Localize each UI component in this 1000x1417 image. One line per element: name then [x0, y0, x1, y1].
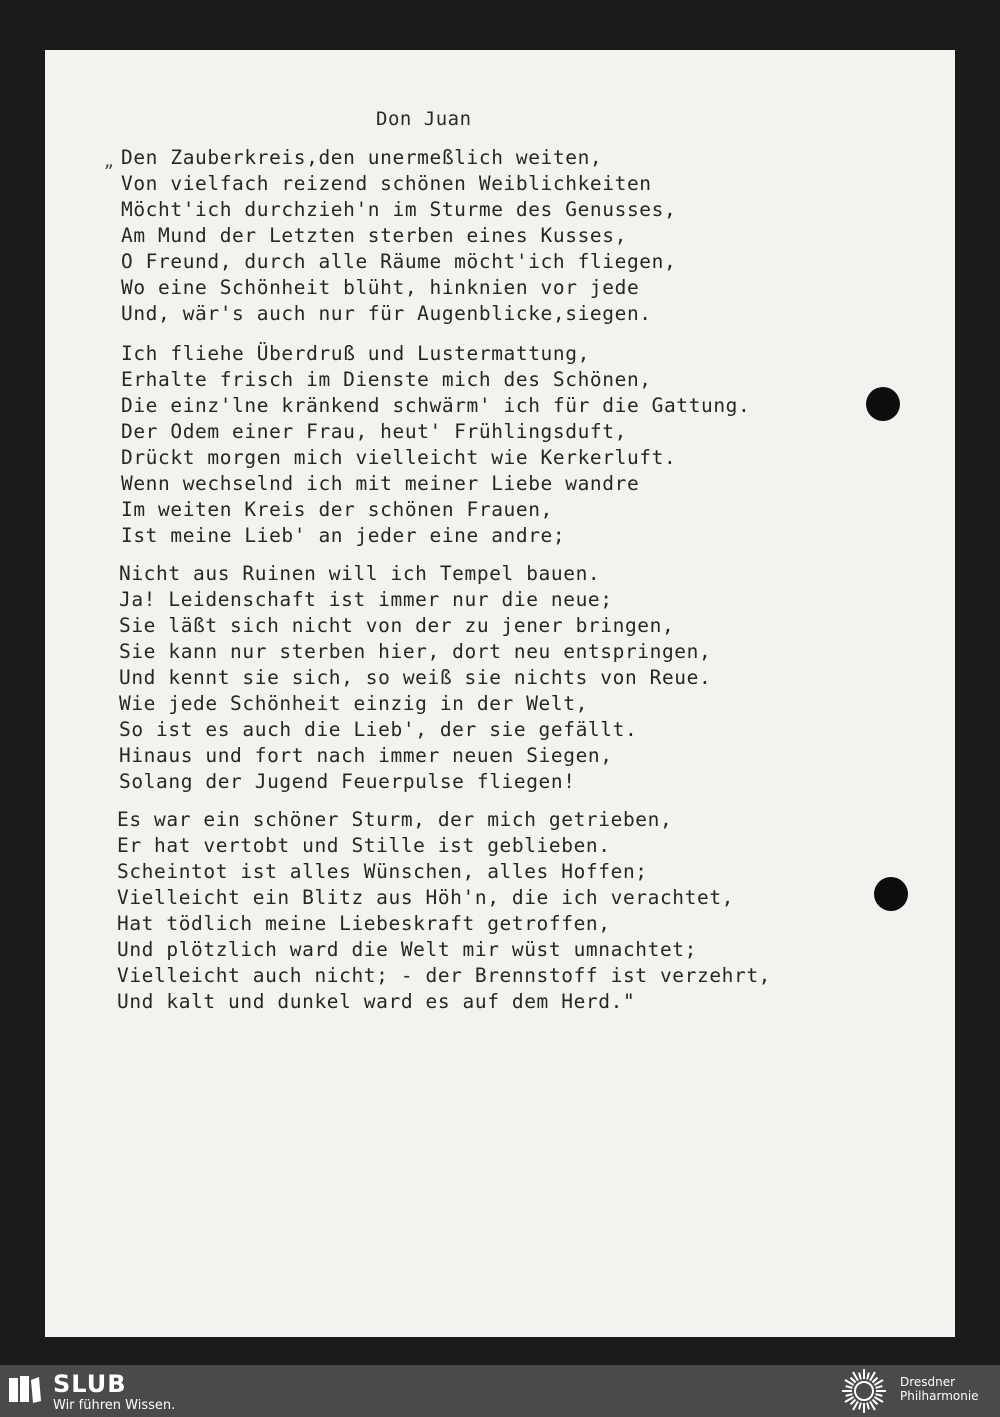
poem-line: Vielleicht auch nicht; - der Brennstoff ist verzehrt, — [117, 964, 772, 987]
poem-line: Und kennt sie sich, so weiß sie nichts von Reue. — [119, 666, 712, 689]
poem-line: Im weiten Kreis der schönen Frauen, — [121, 498, 553, 521]
poem-line: Hinaus und fort nach immer neuen Siegen, — [119, 744, 613, 767]
poem-line: Der Odem einer Frau, heut' Frühlingsduft, — [121, 420, 627, 443]
poem-line: Ist meine Lieb' an jeder eine andre; — [121, 524, 566, 547]
poem-line: Solang der Jugend Feuerpulse fliegen! — [119, 770, 576, 793]
poem-line: Wie jede Schönheit einzig in der Welt, — [119, 692, 588, 715]
poem-line: Drückt morgen mich vielleicht wie Kerkerluft. — [121, 446, 677, 469]
poem-line: Erhalte frisch im Dienste mich des Schönen, — [121, 368, 652, 391]
partner-name — [900, 1375, 979, 1403]
poem-line: Von vielfach reizend schönen Weiblichkeiten — [121, 172, 652, 195]
poem-line: Wenn wechselnd ich mit meiner Liebe wandre — [121, 472, 640, 495]
poem-line: Am Mund der Letzten sterben eines Kusses, — [121, 224, 627, 247]
footer-bar — [0, 1365, 1000, 1417]
poem-line: Nicht aus Ruinen will ich Tempel bauen. — [119, 562, 601, 585]
poem-title: Don Juan — [376, 108, 472, 130]
library-slogan: Wir führen Wissen. — [53, 1398, 176, 1413]
punch-hole-bottom — [874, 877, 908, 911]
poem-line: Es war ein schöner Sturm, der mich getrieben, — [117, 808, 673, 831]
poem-line: Sie läßt sich nicht von der zu jener bringen, — [119, 614, 675, 637]
poem-line: Wo eine Schönheit blüht, hinknien vor jede — [121, 276, 640, 299]
poem-line: Und kalt und dunkel ward es auf dem Herd." — [117, 990, 636, 1013]
punch-hole-top — [866, 387, 900, 421]
poem-line: Scheintot ist alles Wünschen, alles Hoffen; — [117, 860, 648, 883]
poem-line: Er hat vertobt und Stille ist geblieben. — [117, 834, 611, 857]
poem-line: Hat tödlich meine Liebeskraft getroffen, — [117, 912, 611, 935]
poem-line: So ist es auch die Lieb', der sie gefällt. — [119, 718, 638, 741]
slub-logo-icon — [8, 1374, 42, 1404]
library-name: SLUB — [53, 1370, 127, 1398]
poem-line: Möcht'ich durchzieh'n im Sturme des Genusses, — [121, 198, 677, 221]
philharmonie-logo-icon — [840, 1367, 888, 1415]
partner-name-line2: Philharmonie — [900, 1389, 979, 1403]
partner-name-line1: Dresdner — [900, 1375, 956, 1389]
poem-line: Vielleicht ein Blitz aus Höh'n, die ich verachtet, — [117, 886, 734, 909]
poem-line: Und plötzlich ward die Welt mir wüst umnachtet; — [117, 938, 697, 961]
poem-line: Sie kann nur sterben hier, dort neu entspringen, — [119, 640, 712, 663]
poem-line: Ich fliehe Überdruß und Lustermattung, — [121, 342, 590, 365]
poem-line: Ja! Leidenschaft ist immer nur die neue; — [119, 588, 613, 611]
poem-line: Und, wär's auch nur für Augenblicke,siegen. — [121, 302, 652, 325]
poem-line: Den Zauberkreis,den unermeßlich weiten, — [121, 146, 603, 169]
opening-quote: „ — [104, 152, 114, 171]
poem-line: O Freund, durch alle Räume möcht'ich fliegen, — [121, 250, 677, 273]
poem-line: Die einz'lne kränkend schwärm' ich für die Gattung. — [121, 394, 751, 417]
